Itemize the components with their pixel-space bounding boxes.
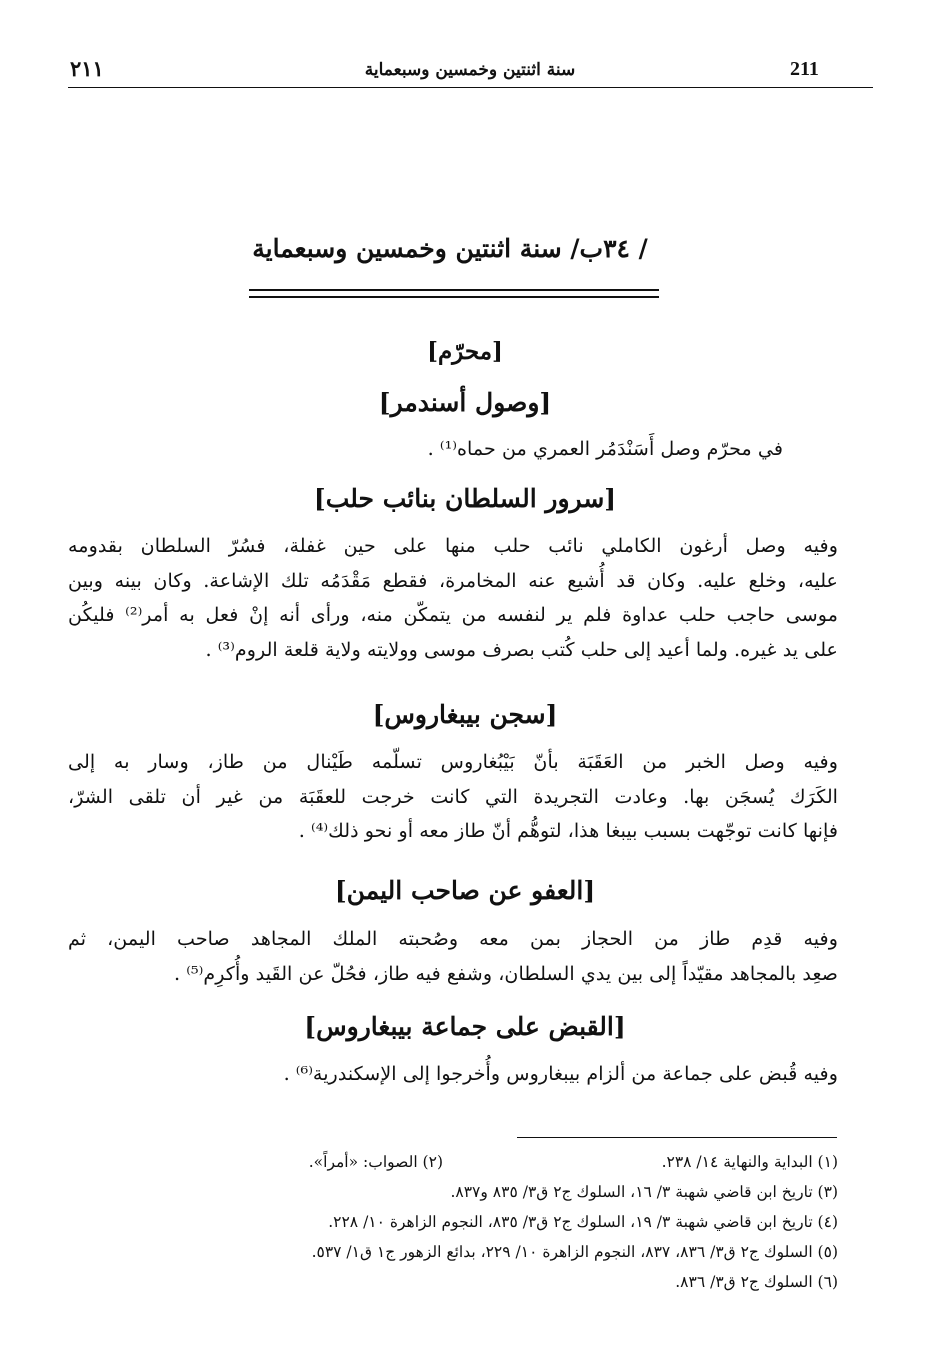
footnote-row <box>150 1147 838 1177</box>
title-rule-top <box>249 289 659 291</box>
footnote-3: (٣) تاريخ ابن قاضي شهبة ٣/ ١٦، السلوك ج٢ ق٣/ ٨٣٥ و٨٣٧. <box>450 1183 838 1201</box>
text-line: وفيه قدِم طاز من الحجاز بمن معه وصُحبته الملك المجاهد صاحب اليمن، ثم <box>68 927 838 950</box>
text-line: وفيه وصل الخبر من العَقَبَة بأنّ بَيْبُغاروس تسلّمه طَيْنال من طاز، وسار به إلى <box>68 750 838 773</box>
section-heading-arrival: [وصول أسندمر] <box>378 388 552 417</box>
text-line: وفيه وصل أرغون الكاملي نائب حلب منها على حين غفلة، فسُرّ السلطان بقدومه <box>68 534 838 557</box>
footnotes <box>150 1147 838 1297</box>
section-body-arrests <box>68 1057 838 1092</box>
section-body-aleppo <box>68 529 838 667</box>
text-line: فإنها كانت توجّهت بسبب بيبغا هذا، لتوهُّم أنّ طاز معه أو نحو ذلك⁽⁴⁾ . <box>298 819 838 842</box>
footnote-6: (٦) السلوك ج٢ ق٣/ ٨٣٦. <box>675 1273 838 1291</box>
section-heading-arrests: [القبض على جماعة بيبغاروس] <box>304 1012 626 1041</box>
section-heading-prison: [سجن بيبغاروس] <box>372 700 558 729</box>
footnote-rule <box>517 1137 837 1138</box>
text-line: صعِد بالمجاهد مقيّداً إلى بين يدي السلطان، وشفع فيه طاز، فحُلّ عن القَيد وأُكرِم⁽⁵⁾ . <box>174 961 838 985</box>
footnote-2: (٢) الصواب: «أمراً». <box>308 1153 443 1171</box>
text-line: وفيه قُبض على جماعة من ألزام بيبغاروس وأُخرجوا إلى الإسكندرية⁽⁶⁾ . <box>283 1062 838 1085</box>
footnote-4: (٤) تاريخ ابن قاضي شهبة ٣/ ١٩، السلوك ج٢ ق٣/ ٨٣٥، النجوم الزاهرة ١٠/ ٢٢٨. <box>328 1213 838 1231</box>
section-body-prison <box>68 745 838 849</box>
section-body-yemen <box>68 922 838 991</box>
page-number-latin: 211 <box>790 58 819 80</box>
page-number-arabic: ٢١١ <box>70 56 104 81</box>
month-heading: [محرّم] <box>427 338 503 365</box>
text-line: الكَرَك يُسجَن بها. وعادت التجريدة التي كانت خرجت للعقَبَة من غير أن تلقى الشرّ، <box>68 784 838 808</box>
text-line: في محرّم وصل أَسَنْدَمُر العمري من حماه⁽¹⁾ . <box>427 437 783 460</box>
running-title: سنة اثنتين وخمسين وسبعماية <box>364 60 576 80</box>
footnote-1: (١) البداية والنهاية ١٤/ ٢٣٨. <box>661 1153 838 1171</box>
chapter-title: / ٣٤ب/ سنة اثنتين وخمسين وسبعماية <box>252 234 648 263</box>
title-rule-bottom <box>249 296 659 298</box>
header-rule <box>68 87 873 88</box>
text-line: عليه، وخلع عليه. وكان قد أُشيع عنه المخامرة، فقطع مَقْدَمُه تلك الإشاعة. وكان بينه وبين <box>68 568 838 592</box>
text-line: موسى حاجب حلب عداوة فلم ير لنفسه من يتمكّن منه، ورأى أنه إنْ فعل به أمر⁽²⁾ فليكُن <box>68 603 838 626</box>
section-heading-aleppo: [سرور السلطان بنائب حلب] <box>313 484 617 513</box>
text-line: على يد غيره. ولما أعيد إلى حلب كُتب بصرف موسى وولايته ولاية قلعة الروم⁽³⁾ . <box>205 637 838 661</box>
section-body-arrival <box>68 432 838 467</box>
footnote-5: (٥) السلوك ج٢ ق٣/ ٨٣٦، ٨٣٧، النجوم الزاهرة ١٠/ ٢٢٩، بدائع الزهور ج١ ق١/ ٥٣٧. <box>311 1243 838 1261</box>
section-heading-yemen: [العفو عن صاحب اليمن] <box>334 876 596 905</box>
